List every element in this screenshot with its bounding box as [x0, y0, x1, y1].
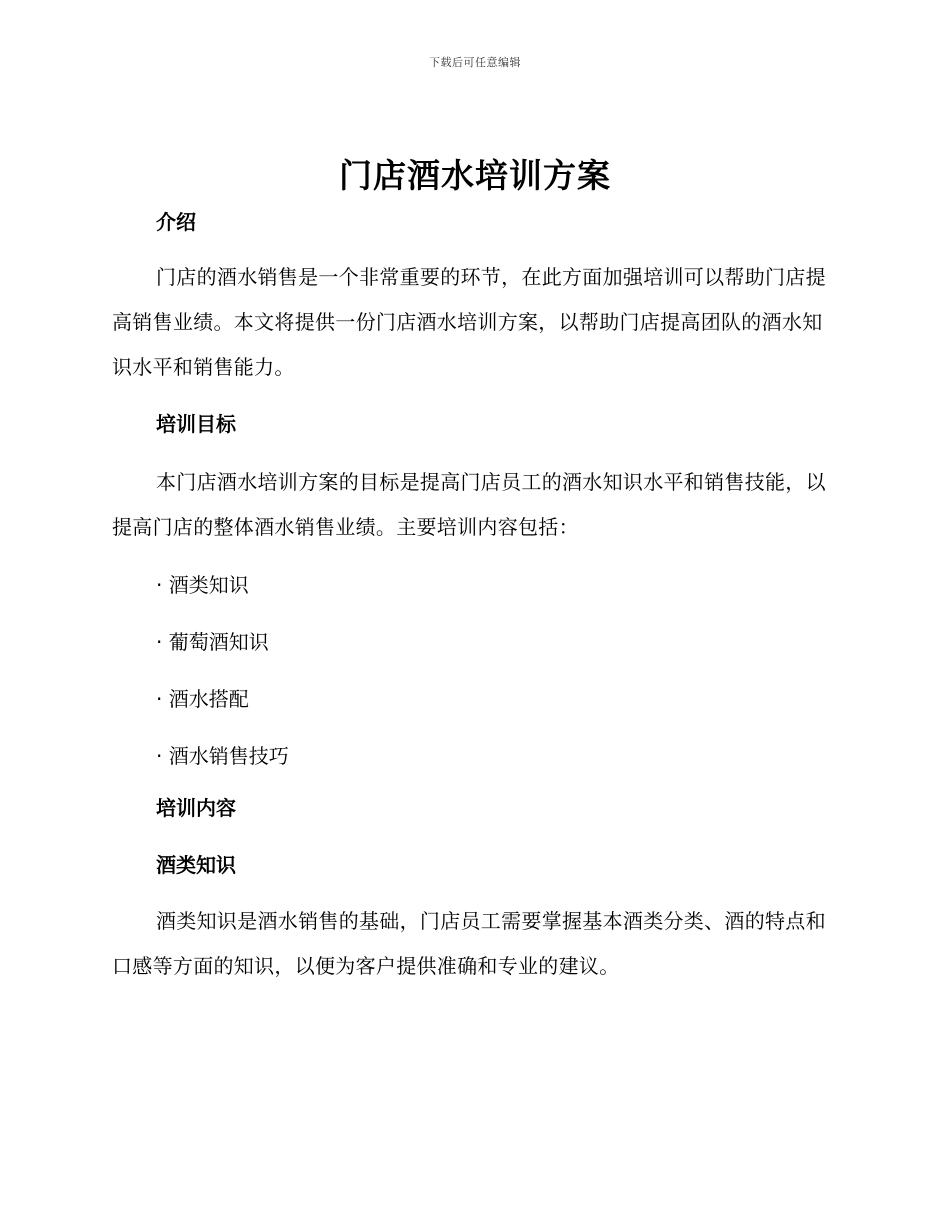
- header-note: 下载后可任意编辑: [429, 56, 521, 69]
- document-body: [112, 200, 832, 989]
- intro-paragraph: 门店的酒水销售是一个非常重要的环节，在此方面加强培训可以帮助门店提高销售业绩。本文将提供一份门店酒水培训方案，以帮助门店提高团队的酒水知识水平和销售能力。: [112, 265, 826, 379]
- section-content: [112, 786, 832, 830]
- section-heading-goals: 培训目标: [156, 412, 236, 436]
- section-alcohol-knowledge: [112, 843, 832, 989]
- goals-paragraph: 本门店酒水培训方案的目标是提高门店员工的酒水知识水平和销售技能，以提高门店的整体酒水销售业绩。主要培训内容包括：: [112, 470, 826, 539]
- section-heading-alcohol-knowledge: 酒类知识: [156, 853, 236, 877]
- list-item: · 酒水搭配: [156, 687, 249, 711]
- list-item: · 酒类知识: [156, 573, 249, 597]
- section-intro: [112, 200, 832, 390]
- list-item: · 葡萄酒知识: [156, 630, 269, 654]
- alcohol-knowledge-paragraph: 酒类知识是酒水销售的基础，门店员工需要掌握基本酒类分类、酒的特点和口感等方面的知识，以便为客户提供准确和专业的建议。: [112, 909, 826, 978]
- section-heading-content: 培训内容: [156, 796, 236, 820]
- goals-bullet-list: [112, 557, 832, 785]
- section-heading-intro: 介绍: [156, 210, 196, 234]
- list-item: · 酒水销售技巧: [156, 744, 289, 768]
- section-goals: [112, 402, 832, 785]
- document-title: 门店酒水培训方案: [339, 156, 611, 195]
